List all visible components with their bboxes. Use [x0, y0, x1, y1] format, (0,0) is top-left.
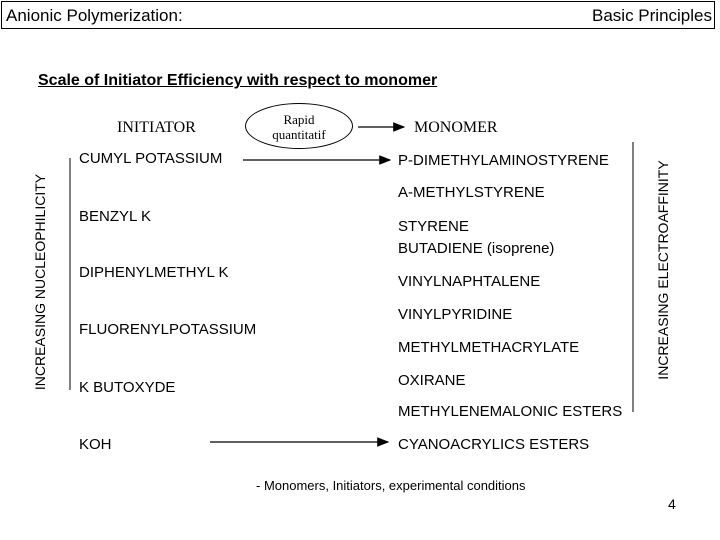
ellipse-label-line1: Rapid	[283, 112, 315, 127]
left-axis-label: INCREASING NUCLEOPHILICITY	[32, 173, 48, 391]
initiator-item: CUMYL POTASSIUM	[79, 150, 223, 167]
monomer-item: OXIRANE	[398, 372, 466, 389]
monomer-item: CYANOACRYLICS ESTERS	[398, 436, 590, 453]
monomer-item: STYRENE	[398, 218, 469, 235]
monomer-item: P-DIMETHYLAMINOSTYRENE	[398, 152, 609, 169]
initiator-item: BENZYL K	[79, 208, 151, 225]
initiator-item: K BUTOXYDE	[79, 379, 176, 396]
page-number: 4	[668, 496, 676, 512]
initiator-item: KOH	[79, 436, 112, 453]
monomer-column-header: MONOMER	[414, 119, 498, 136]
monomer-item: BUTADIENE (isoprene)	[398, 240, 555, 257]
monomer-item: VINYLPYRIDINE	[398, 306, 513, 323]
initiator-column-header: INITIATOR	[117, 119, 196, 136]
header-right-title: Basic Principles	[592, 6, 712, 25]
monomer-item: METHYLENEMALONIC ESTERS	[398, 403, 623, 420]
initiator-item: FLUORENYLPOTASSIUM	[79, 321, 257, 338]
slide-subtitle: Scale of Initiator Efficiency with respect to monomer	[38, 72, 438, 89]
initiator-item: DIPHENYLMETHYL K	[79, 264, 229, 281]
footer-note: - Monomers, Initiators, experimental conditions	[256, 478, 526, 493]
ellipse-label-line2: quantitatif	[272, 127, 326, 142]
header-left-title: Anionic Polymerization:	[6, 6, 183, 25]
monomer-item: METHYLMETHACRYLATE	[398, 339, 580, 356]
monomer-item: A-METHYLSTYRENE	[398, 184, 545, 201]
monomer-item: VINYLNAPHTALENE	[398, 273, 541, 290]
right-axis-label: INCREASING ELECTROAFFINITY	[655, 160, 671, 380]
